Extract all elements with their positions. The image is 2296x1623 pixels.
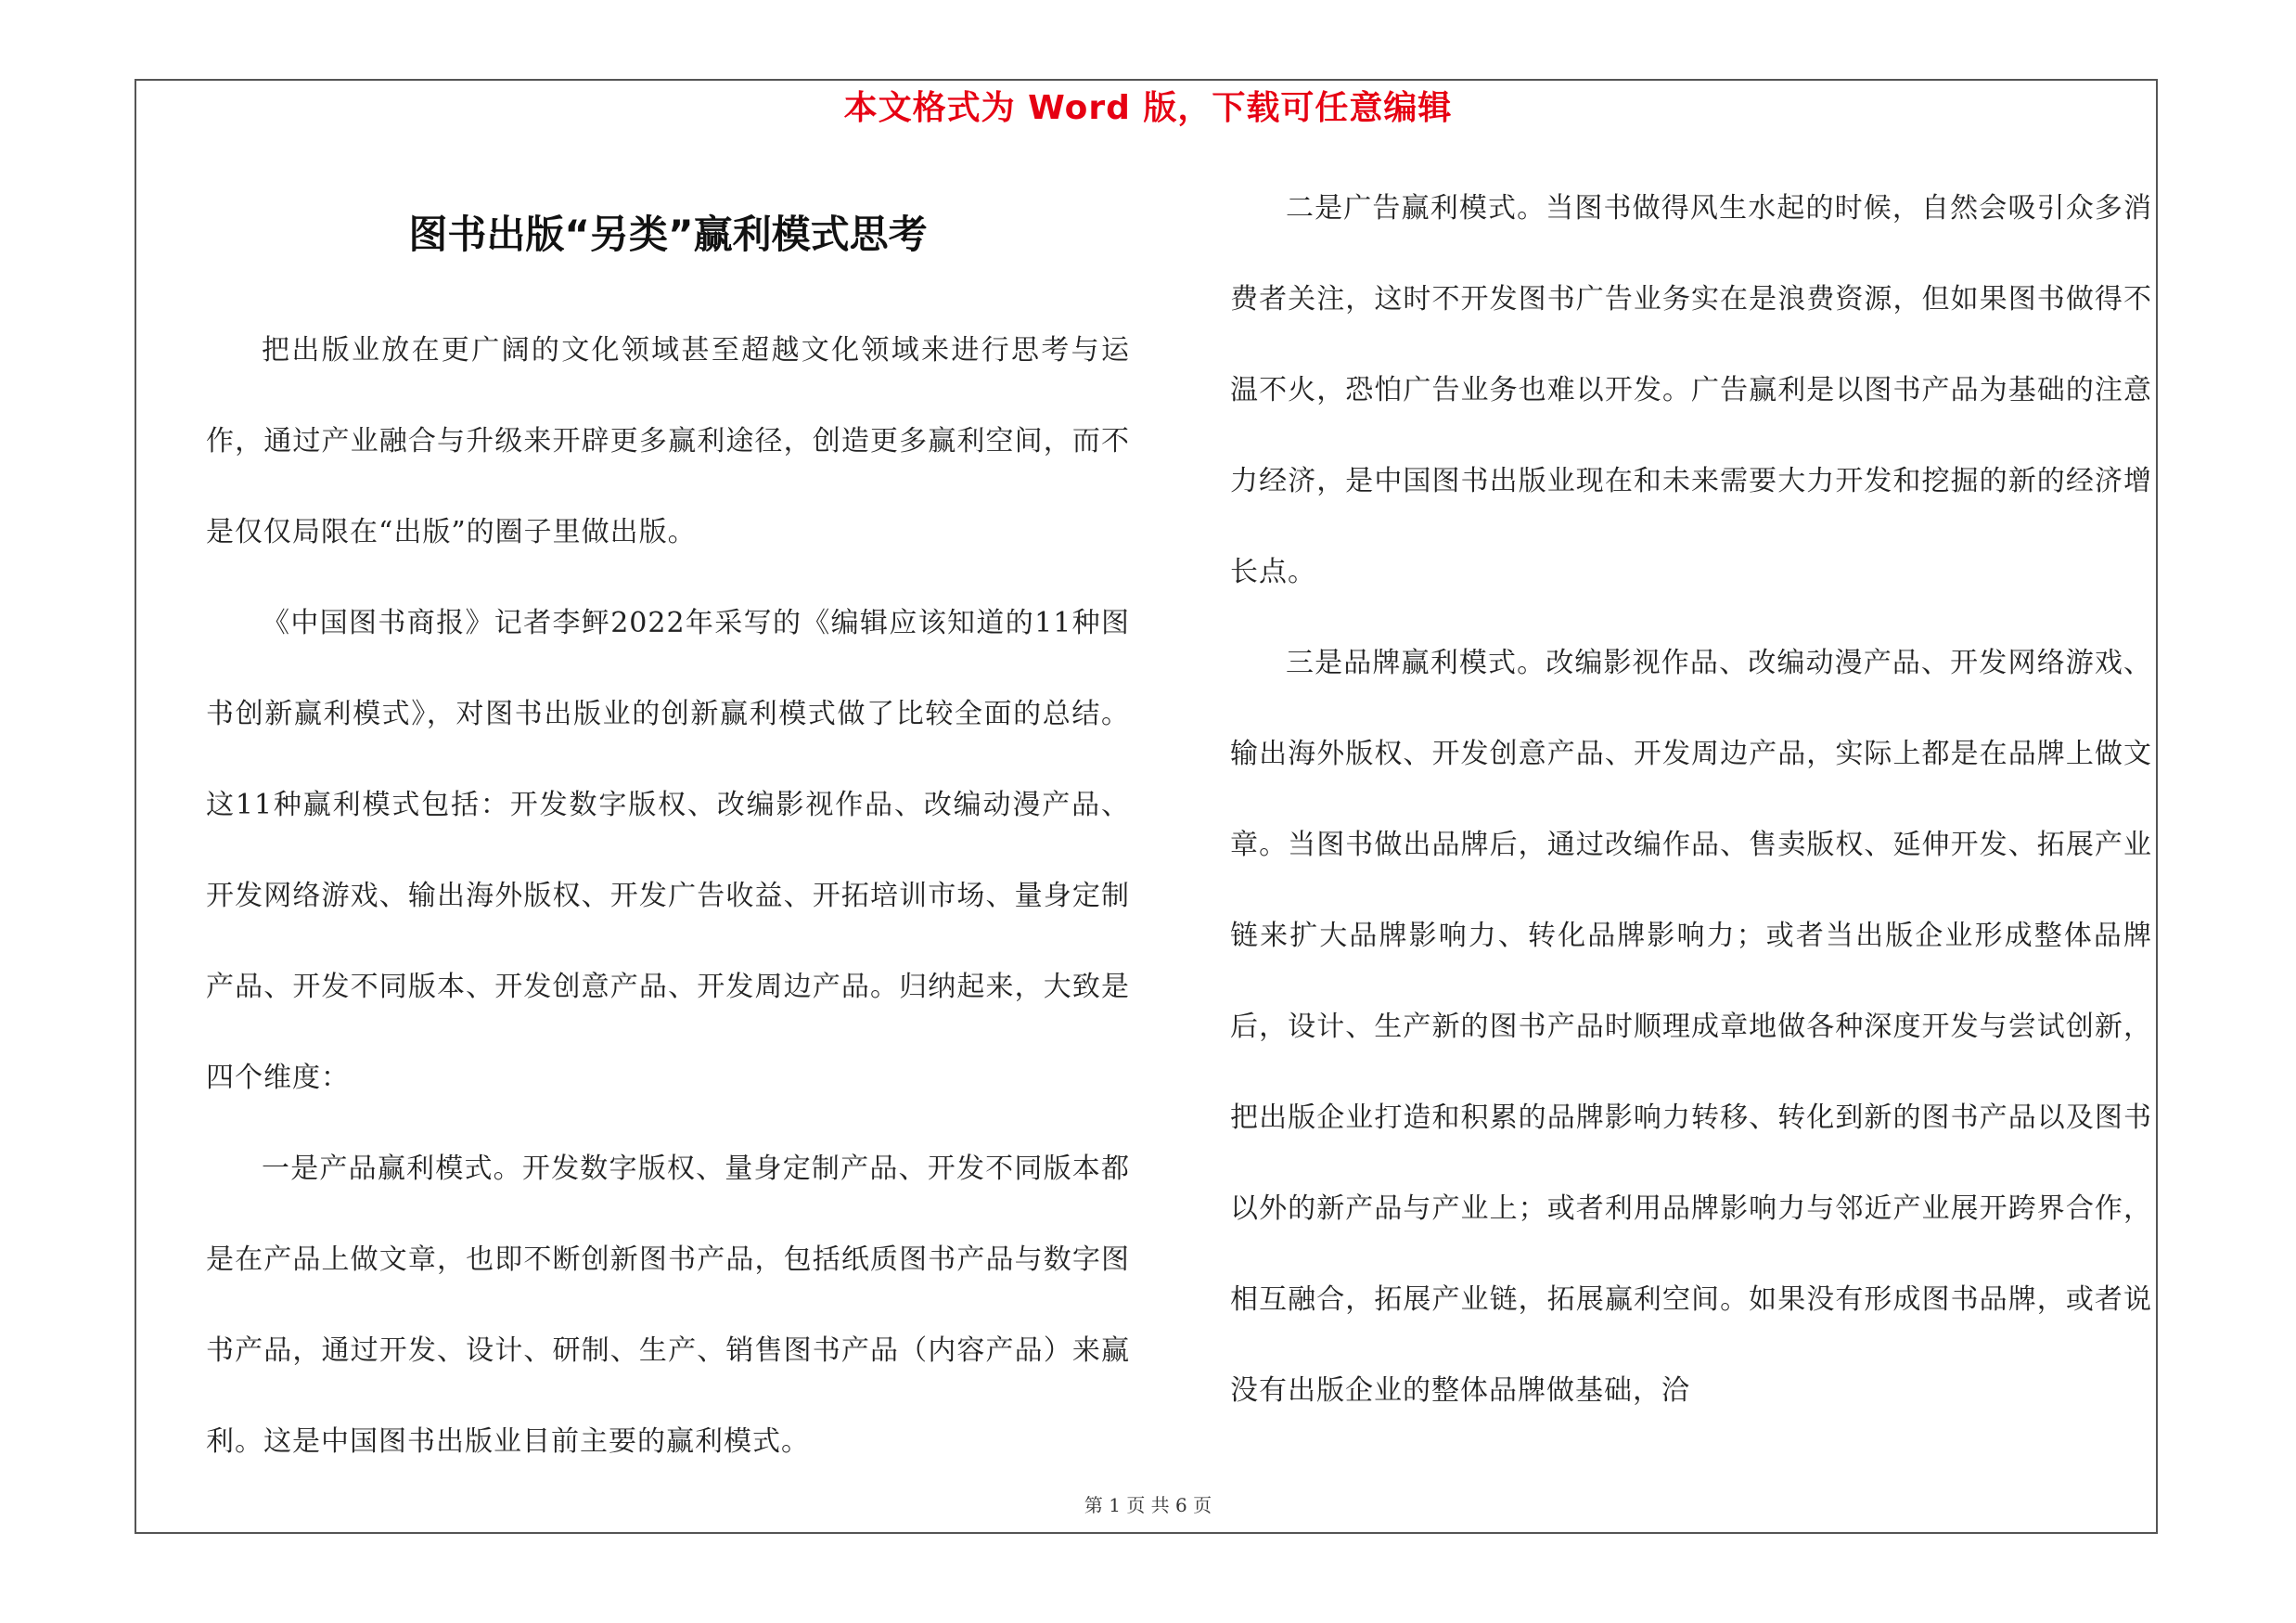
paragraph: 《中国图书商报》记者李鲆2022年采写的《编辑应该知道的11种图书创新赢利模式》，对图书出版业的创新赢利模式做了比较全面的总结。这11种赢利模式包括：开发数字版权、改编影视作品、改编动漫产品、开发网络游戏、输出海外版权、开发广告收益、开拓培训市场、量身定制产品、开发不同版本、开发创意产品、开发周边产品。归纳起来，大致是四个维度： bbox=[206, 607, 1130, 1094]
word-format-banner: 本文格式为 Word 版，下载可任意编辑 bbox=[843, 89, 1453, 127]
left-column bbox=[206, 305, 1130, 1488]
paragraph: 二是广告赢利模式。当图书做得风生水起的时候，自然会吸引众多消费者关注，这时不开发图书广告业务实在是浪费资源，但如果图书做得不温不火，恐怕广告业务也难以开发。广告赢利是以图书产品为基础的注意力经济，是中国图书出版业现在和未来需要大力开发和挖掘的新的经济增长点。 bbox=[1230, 192, 2152, 588]
paragraph: 一是产品赢利模式。开发数字版权、量身定制产品、开发不同版本都是在产品上做文章，也即不断创新图书产品，包括纸质图书产品与数字图书产品，通过开发、设计、研制、生产、销售图书产品（内容产品）来赢利。这是中国图书出版业目前主要的赢利模式。 bbox=[206, 1153, 1130, 1458]
page-number-footer: 第 1 页 共 6 页 bbox=[1084, 1494, 1212, 1516]
document-title: 图书出版“另类”赢利模式思考 bbox=[408, 212, 928, 257]
right-column bbox=[1230, 163, 2152, 1436]
paragraph: 把出版业放在更广阔的文化领域甚至超越文化领域来进行思考与运作，通过产业融合与升级来开辟更多赢利途径，创造更多赢利空间，而不是仅仅局限在“出版”的圈子里做出版。 bbox=[206, 334, 1130, 548]
paragraph: 三是品牌赢利模式。改编影视作品、改编动漫产品、开发网络游戏、输出海外版权、开发创意产品、开发周边产品，实际上都是在品牌上做文章。当图书做出品牌后，通过改编作品、售卖版权、延伸开发、拓展产业链来扩大品牌影响力、转化品牌影响力；或者当出版企业形成整体品牌后，设计、生产新的图书产品时顺理成章地做各种深度开发与尝试创新，把出版企业打造和积累的品牌影响力转移、转化到新的图书产品以及图书以外的新产品与产业上；或者利用品牌影响力与邻近产业展开跨界合作，相互融合，拓展产业链，拓展赢利空间。如果没有形成图书品牌，或者说没有出版企业的整体品牌做基础，洽 bbox=[1230, 647, 2152, 1407]
